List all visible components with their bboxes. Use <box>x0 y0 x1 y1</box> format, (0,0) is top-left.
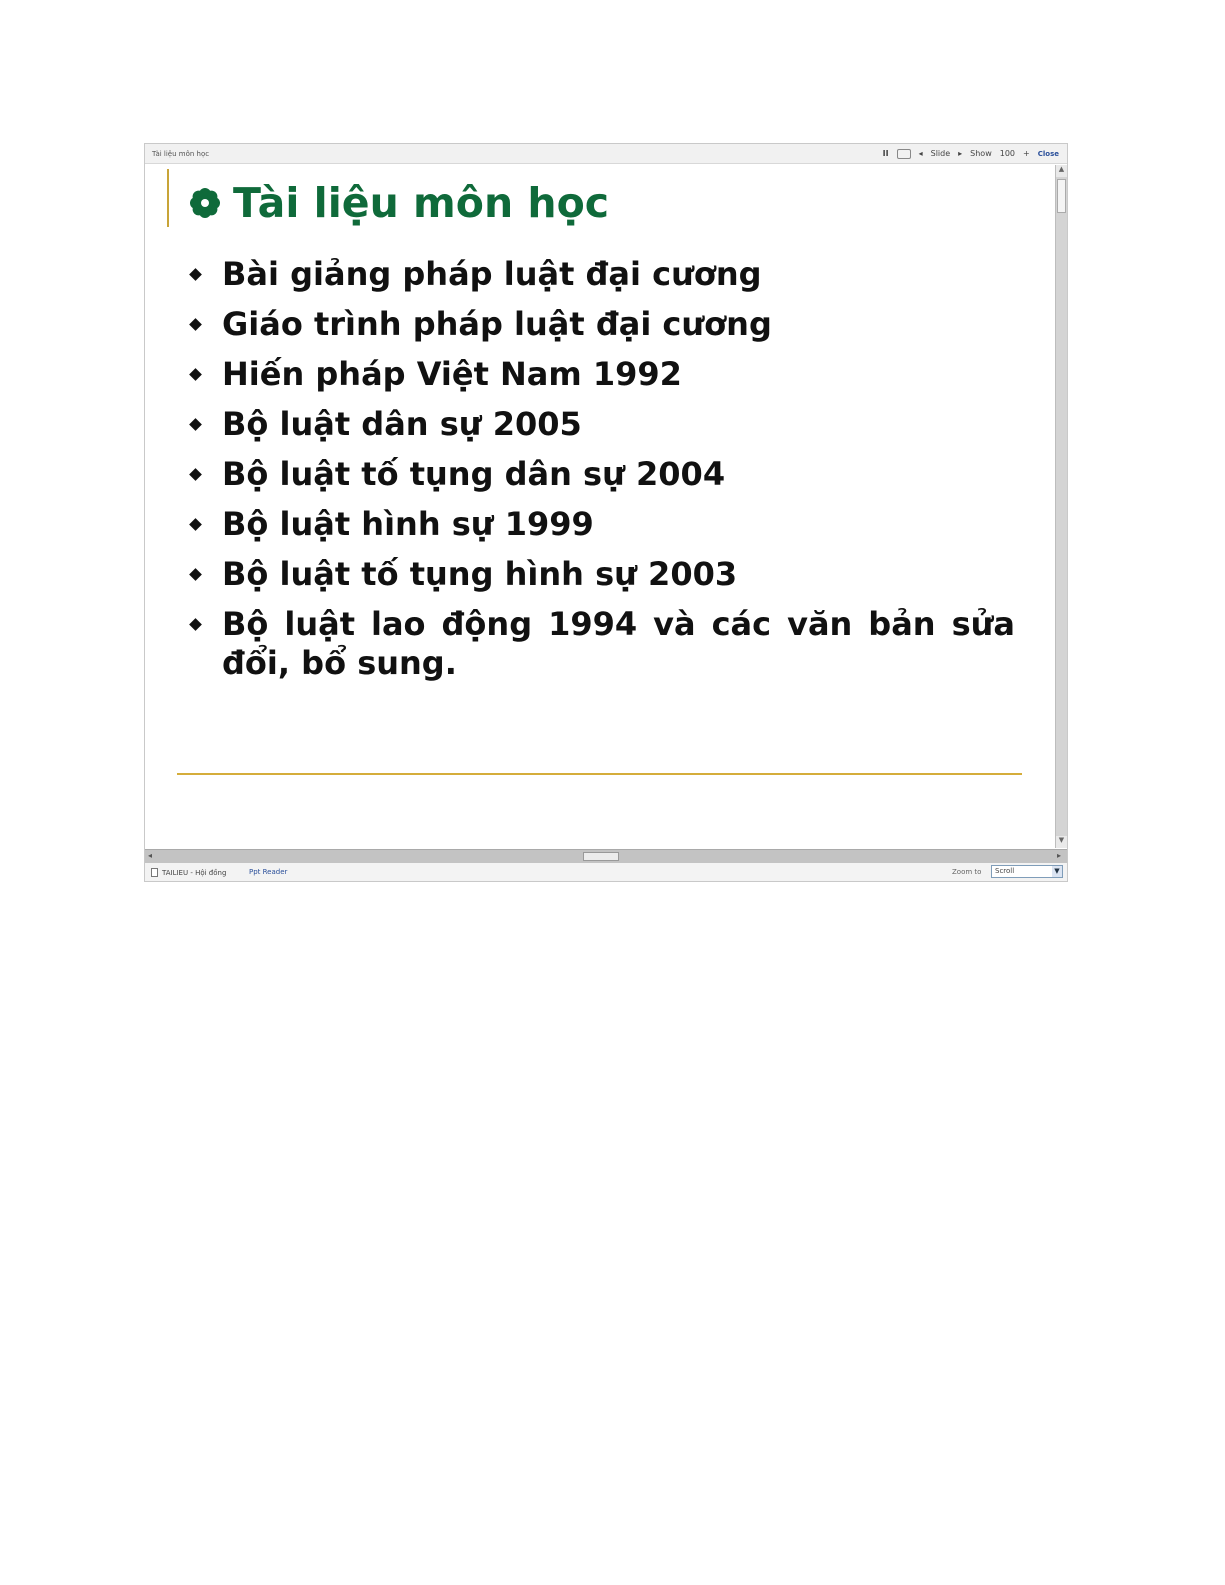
list-item-text: Bộ luật hình sự 1999 <box>222 505 594 543</box>
list-item <box>189 605 1015 683</box>
toolbar-controls <box>883 149 1059 159</box>
diamond-bullet-icon <box>189 368 202 381</box>
prev-slide-button[interactable]: ◂ <box>918 149 923 158</box>
list-item-text: Hiến pháp Việt Nam 1992 <box>222 355 682 393</box>
diamond-bullet-icon <box>189 618 202 631</box>
document-icon <box>151 868 158 877</box>
close-link[interactable]: Close <box>1037 150 1059 158</box>
diamond-bullet-icon <box>189 568 202 581</box>
flower-bullet-icon <box>189 187 221 219</box>
viewer-toolbar <box>145 144 1067 164</box>
file-name: TAILIEU - Hội đồng <box>162 868 227 877</box>
list-item-text: Giáo trình pháp luật đại cương <box>222 305 772 343</box>
next-slide-button[interactable]: ▸ <box>958 149 963 158</box>
list-item <box>189 405 1015 444</box>
show-button[interactable]: Show <box>970 149 992 158</box>
title-accent-rule <box>167 169 169 227</box>
list-item-text: Bộ luật lao động 1994 và các văn bản sửa đổi, bổ sung. <box>222 605 1015 682</box>
diamond-bullet-icon <box>189 468 202 481</box>
list-item <box>189 305 1015 344</box>
window-title: Tài liệu môn học <box>152 150 210 158</box>
scroll-right-icon[interactable]: ▸ <box>1056 851 1061 860</box>
scroll-left-icon[interactable]: ◂ <box>148 851 153 860</box>
diamond-bullet-icon <box>189 518 202 531</box>
diamond-bullet-icon <box>189 268 202 281</box>
chevron-down-icon[interactable]: ▼ <box>1052 866 1062 877</box>
list-item-text: Bộ luật dân sự 2005 <box>222 405 582 443</box>
status-bar <box>145 863 1067 881</box>
horizontal-scrollbar[interactable] <box>145 849 1067 863</box>
pause-button[interactable]: II <box>882 149 889 158</box>
slide-title <box>189 179 609 227</box>
presentation-viewer-window <box>144 143 1068 882</box>
diamond-bullet-icon <box>189 318 202 331</box>
diamond-bullet-icon <box>189 418 202 431</box>
horizontal-scroll-thumb[interactable] <box>583 852 619 861</box>
scroll-up-icon[interactable]: ▲ <box>1056 165 1067 177</box>
zoom-select[interactable] <box>991 865 1063 878</box>
list-item <box>189 255 1015 294</box>
list-item <box>189 355 1015 394</box>
list-item-text: Bài giảng pháp luật đại cương <box>222 255 762 293</box>
list-item <box>189 555 1015 594</box>
slide-title-text: Tài liệu môn học <box>233 179 610 227</box>
zoom-level[interactable]: 100 <box>999 149 1016 158</box>
footer-divider <box>177 773 1022 775</box>
list-item <box>189 455 1015 494</box>
viewer-link[interactable]: Ppt Reader <box>249 868 288 876</box>
file-indicator[interactable] <box>151 868 226 877</box>
slide-nav-label[interactable]: Slide <box>930 149 951 158</box>
slide-canvas <box>145 165 1055 848</box>
list-item <box>189 505 1015 544</box>
fit-view-icon[interactable] <box>897 149 911 159</box>
vertical-scroll-thumb[interactable] <box>1057 179 1066 213</box>
scroll-down-icon[interactable]: ▼ <box>1056 836 1067 848</box>
bullet-list <box>189 255 1015 694</box>
list-item-text: Bộ luật tố tụng hình sự 2003 <box>222 555 738 593</box>
list-item-text: Bộ luật tố tụng dân sự 2004 <box>222 455 726 493</box>
zoom-label: Zoom to <box>952 868 982 876</box>
zoom-in-button[interactable]: + <box>1023 149 1030 158</box>
zoom-select-value: Scroll <box>995 867 1015 875</box>
vertical-scrollbar[interactable] <box>1055 165 1067 848</box>
